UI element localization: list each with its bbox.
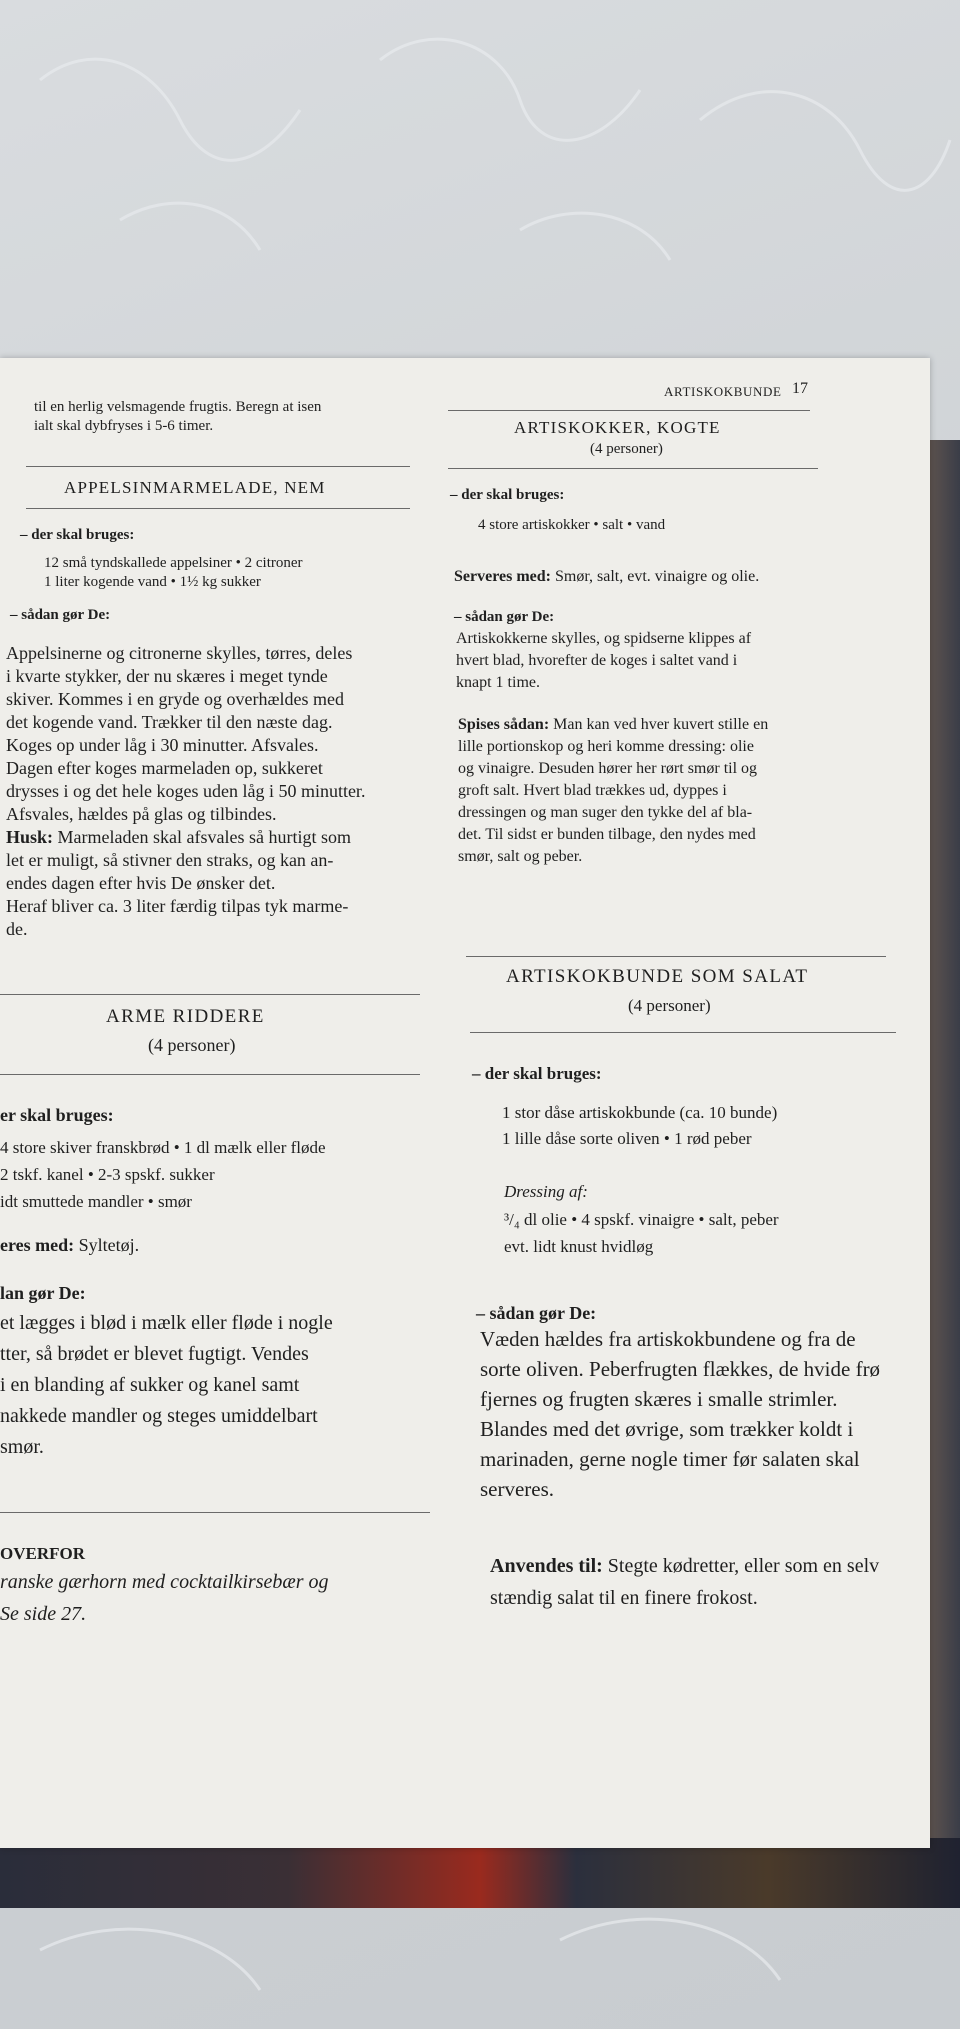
method-heading: – sådan gør De: — [476, 1303, 597, 1323]
recipe-title-arme-riddere: ARME RIDDERE — [106, 1006, 265, 1027]
method-heading: – sådan gør De: — [10, 607, 111, 623]
divider — [466, 956, 886, 957]
ingredients-list: 4 store skiver franskbrød • 1 dl mælk eller fløde 2 tskf. kanel • 2-3 spskf. sukker idt smuttede mandler • smør — [0, 1138, 326, 1211]
ingredients-list: 12 små tyndskallede appelsiner • 2 citroner 1 liter kogende vand • 1½ kg sukker — [44, 555, 303, 590]
ingredients-heading: – der skal bruges: — [450, 487, 565, 503]
ingredients-list: 4 store artiskokker • salt • vand — [478, 517, 666, 533]
divider — [448, 410, 810, 411]
ingredients-heading: – der skal bruges: — [20, 527, 135, 543]
ingredients-list: 1 stor dåse artiskokbunde (ca. 10 bunde) 1 lille dåse sorte oliven • 1 rød peber — [502, 1103, 778, 1148]
overfor-label: OVERFOR — [0, 1544, 85, 1563]
divider — [448, 468, 818, 469]
book-cover-bottom — [0, 1838, 960, 1908]
method-heading: lan gør De: — [0, 1283, 86, 1303]
divider — [0, 1512, 430, 1513]
usage-text: Anvendes til: Stegte kødretter, eller som en selv stændig salat til en finere frokost. — [490, 1555, 880, 1609]
divider — [0, 1074, 420, 1075]
servings: (4 personer) — [148, 1035, 236, 1055]
method-text: Væden hældes fra artiskokbundene og fra de sorte oliven. Peberfrugten flækkes, de hvide frø fjernes og frugten skæres i smalle strimler. Blandes med det øvrige, som trækker koldt i marinaden, gerne nogle timer før salaten skal serveres. — [480, 1327, 881, 1501]
dressing-list: ³/₄ dl olie • 4 spskf. vinaigre • salt, peber evt. lidt knust hvidløg — [504, 1210, 779, 1256]
ingredients-heading: er skal bruges: — [0, 1105, 114, 1125]
divider — [0, 994, 420, 995]
book-page — [0, 358, 930, 1848]
eating-instructions: Spises sådan: Man kan ved hver kuvert stille en lille portionskop og heri komme dressing: olie og vinaigre. Desuden hører her rørt smør til og groft salt. Hvert blad trækkes ud, dyppes i dressingen og man suger den tykke del af bla- det. Til sidst er bunden tilbage, den nydes med smør, salt og peber. — [458, 716, 769, 865]
overfor-caption: ranske gærhorn med cocktailkirsebær og Se side 27. — [0, 1571, 329, 1625]
divider — [26, 508, 410, 509]
method-text: Appelsinerne og citronerne skylles, tørres, deles i kvarte stykker, der nu skæres i meget tynde skiver. Kommes i en gryde og overhældes med det kogende vand. Trækker til den næste dag. Koges op under låg i 30 minutter. Afsvales. Dagen efter koges marmeladen op, sukkeret drysses i og det hele koges uden låg i 50 minutter. Afsvales, hældes på glas og tilbindes. Husk: Marmeladen skal afsvales så hurtigt som let er muligt, så stivner den straks, og kan an- endes dagen efter hvis De ønsker det. Heraf bliver ca. 3 liter færdig tilpas tyk marme- de. — [6, 643, 366, 939]
divider — [470, 1032, 896, 1033]
recipe-title-appelsinmarmelade: APPELSINMARMELADE, NEM — [64, 478, 326, 497]
serve-with: eres med: Syltetøj. — [0, 1235, 140, 1255]
servings: (4 personer) — [590, 441, 663, 457]
dressing-heading: Dressing af: — [504, 1182, 588, 1201]
ingredients-heading: – der skal bruges: — [472, 1064, 602, 1083]
running-header: ARTISKOKBUNDE — [664, 384, 782, 399]
method-heading: – sådan gør De: — [454, 609, 555, 625]
divider — [26, 466, 410, 467]
recipe-title-artiskokbunde-som-salat: ARTISKOKBUNDE SOM SALAT — [506, 966, 809, 987]
recipe-title-artiskokker-kogte: ARTISKOKKER, KOGTE — [514, 418, 721, 437]
servings: (4 personer) — [628, 996, 711, 1015]
serve-with: Serveres med: Smør, salt, evt. vinaigre og olie. — [454, 568, 760, 585]
method-text: Artiskokkerne skylles, og spidserne klippes af hvert blad, hvorefter de koges i saltet vand i knapt 1 time. — [456, 630, 752, 691]
intro-text: til en herlig velsmagende frugtis. Beregn at isen ialt skal dybfryses i 5-6 timer. — [34, 399, 322, 434]
page-number: 17 — [792, 380, 808, 397]
method-text: et lægges i blød i mælk eller fløde i nogle tter, så brødet er blevet fugtigt. Vendes i en blanding af sukker og kanel samt nakkede mandler og steges umiddelbart smør. — [0, 1312, 333, 1458]
